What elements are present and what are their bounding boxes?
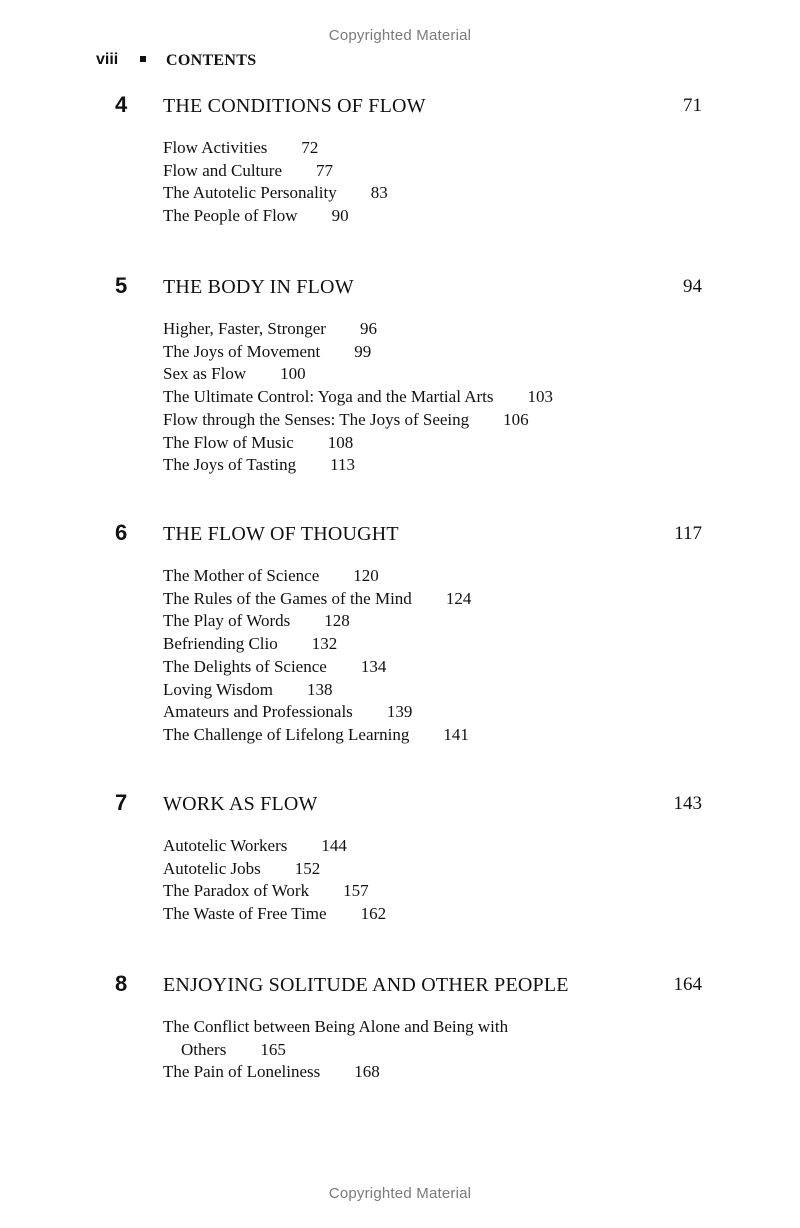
- chapter-number: 6: [115, 520, 128, 545]
- section-entry[interactable]: [163, 409, 553, 432]
- section-title: Higher, Faster, Stronger: [163, 319, 326, 338]
- section-page: 138: [306, 679, 333, 699]
- section-entry[interactable]: [163, 432, 553, 455]
- chapter-title[interactable]: WORK AS FLOW: [163, 793, 318, 815]
- section-list: [163, 137, 388, 228]
- section-title: Sex as Flow: [163, 364, 247, 384]
- chapter-page: 143: [673, 793, 702, 814]
- section-title: Flow through the Senses: The Joys of Seeing: [163, 409, 470, 429]
- section-entry[interactable]: [163, 610, 471, 633]
- section-page: 128: [324, 611, 350, 631]
- section-entry[interactable]: [163, 701, 471, 724]
- section-page: 83: [370, 183, 388, 203]
- section-page: 100: [280, 364, 306, 384]
- section-entry[interactable]: [163, 341, 553, 364]
- section-page: 103: [527, 387, 554, 407]
- section-list: [163, 565, 471, 747]
- section-title: Amateurs and Professionals: [163, 702, 353, 722]
- chapter-page: 71: [683, 95, 702, 116]
- section-entry[interactable]: [163, 1016, 508, 1061]
- section-page: 141: [443, 724, 469, 744]
- section-entry[interactable]: [163, 588, 471, 611]
- section-list: [163, 835, 386, 926]
- section-title: The Flow of Music: [163, 432, 294, 452]
- section-entry[interactable]: [163, 633, 471, 656]
- section-title-continuation: Others: [181, 1039, 227, 1059]
- section-page: 99: [354, 341, 372, 361]
- section-entry[interactable]: [163, 835, 386, 858]
- section-entry[interactable]: [163, 205, 388, 228]
- section-page: 132: [311, 634, 338, 654]
- section-page: 77: [316, 160, 333, 180]
- section-title: The Pain of Loneliness: [163, 1062, 321, 1082]
- chapter-number: 8: [115, 971, 128, 996]
- section-title: Befriending Clio: [163, 634, 278, 654]
- section-title: The Waste of Free Time: [163, 904, 327, 924]
- section-entry[interactable]: [163, 363, 553, 386]
- chapter-number: 5: [115, 273, 128, 298]
- section-page: 72: [301, 138, 319, 157]
- section-entry[interactable]: [163, 454, 553, 477]
- section-entry[interactable]: [163, 137, 388, 160]
- running-head-title: CONTENTS: [166, 52, 257, 69]
- section-title: The People of Flow: [163, 206, 298, 226]
- section-page: 162: [360, 904, 387, 924]
- section-entry[interactable]: [163, 724, 471, 747]
- section-title: The Mother of Science: [163, 566, 320, 585]
- section-title: The Challenge of Lifelong Learning: [163, 724, 410, 744]
- section-title: Autotelic Workers: [163, 836, 288, 855]
- chapter-page: 94: [683, 276, 702, 297]
- section-page: 144: [321, 836, 347, 855]
- section-entry[interactable]: [163, 679, 471, 702]
- section-title: The Delights of Science: [163, 656, 327, 676]
- section-entry[interactable]: [163, 656, 471, 679]
- section-list: [163, 1016, 508, 1084]
- chapter-title[interactable]: THE FLOW OF THOUGHT: [163, 523, 399, 545]
- chapter-number: 7: [115, 790, 128, 815]
- folio: viii: [96, 51, 119, 68]
- section-list: [163, 318, 553, 477]
- watermark-top: Copyrighted Material: [328, 27, 472, 44]
- section-entry[interactable]: [163, 386, 553, 409]
- section-entry[interactable]: [163, 318, 553, 341]
- chapter-title[interactable]: THE BODY IN FLOW: [163, 276, 354, 298]
- section-title: The Ultimate Control: Yoga and the Martial Arts: [163, 387, 494, 407]
- section-title: The Joys of Movement: [163, 341, 321, 361]
- chapter-title[interactable]: ENJOYING SOLITUDE AND OTHER PEOPLE: [163, 974, 569, 996]
- section-page: 108: [327, 432, 354, 452]
- section-page: 139: [386, 702, 413, 722]
- section-entry[interactable]: [163, 880, 386, 903]
- chapter-page: 164: [673, 974, 702, 995]
- section-page: 168: [354, 1062, 380, 1082]
- section-title: The Rules of the Games of the Mind: [163, 588, 412, 608]
- section-title: Flow and Culture: [163, 160, 282, 180]
- section-page: 106: [503, 409, 529, 429]
- section-entry[interactable]: [163, 565, 471, 588]
- section-page: 152: [294, 858, 321, 878]
- section-page: 120: [353, 566, 379, 585]
- section-page: 157: [343, 881, 369, 901]
- section-title: Loving Wisdom: [163, 679, 273, 699]
- section-entry[interactable]: [163, 160, 388, 183]
- section-entry[interactable]: [163, 858, 386, 881]
- section-page: 165: [260, 1039, 286, 1059]
- section-title: The Joys of Tasting: [163, 455, 297, 475]
- section-page: 124: [445, 588, 472, 608]
- section-title: Autotelic Jobs: [163, 858, 261, 878]
- watermark-bottom: Copyrighted Material: [328, 1185, 472, 1202]
- section-page: 96: [359, 319, 377, 338]
- section-page: 113: [330, 455, 355, 475]
- section-title: The Autotelic Personality: [163, 183, 337, 203]
- section-entry[interactable]: [163, 1061, 508, 1084]
- section-title: Flow Activities: [163, 138, 268, 157]
- bullet-icon: [140, 56, 146, 62]
- section-title: The Paradox of Work: [163, 881, 310, 901]
- chapter-title[interactable]: THE CONDITIONS OF FLOW: [163, 95, 426, 117]
- section-title: The Play of Words: [163, 611, 291, 631]
- section-entry[interactable]: [163, 182, 388, 205]
- section-entry[interactable]: [163, 903, 386, 926]
- section-page: 90: [331, 206, 349, 226]
- section-title: The Conflict between Being Alone and Being with: [163, 1017, 509, 1036]
- section-page: 134: [360, 656, 387, 676]
- chapter-number: 4: [115, 92, 128, 117]
- chapter-page: 117: [674, 523, 702, 544]
